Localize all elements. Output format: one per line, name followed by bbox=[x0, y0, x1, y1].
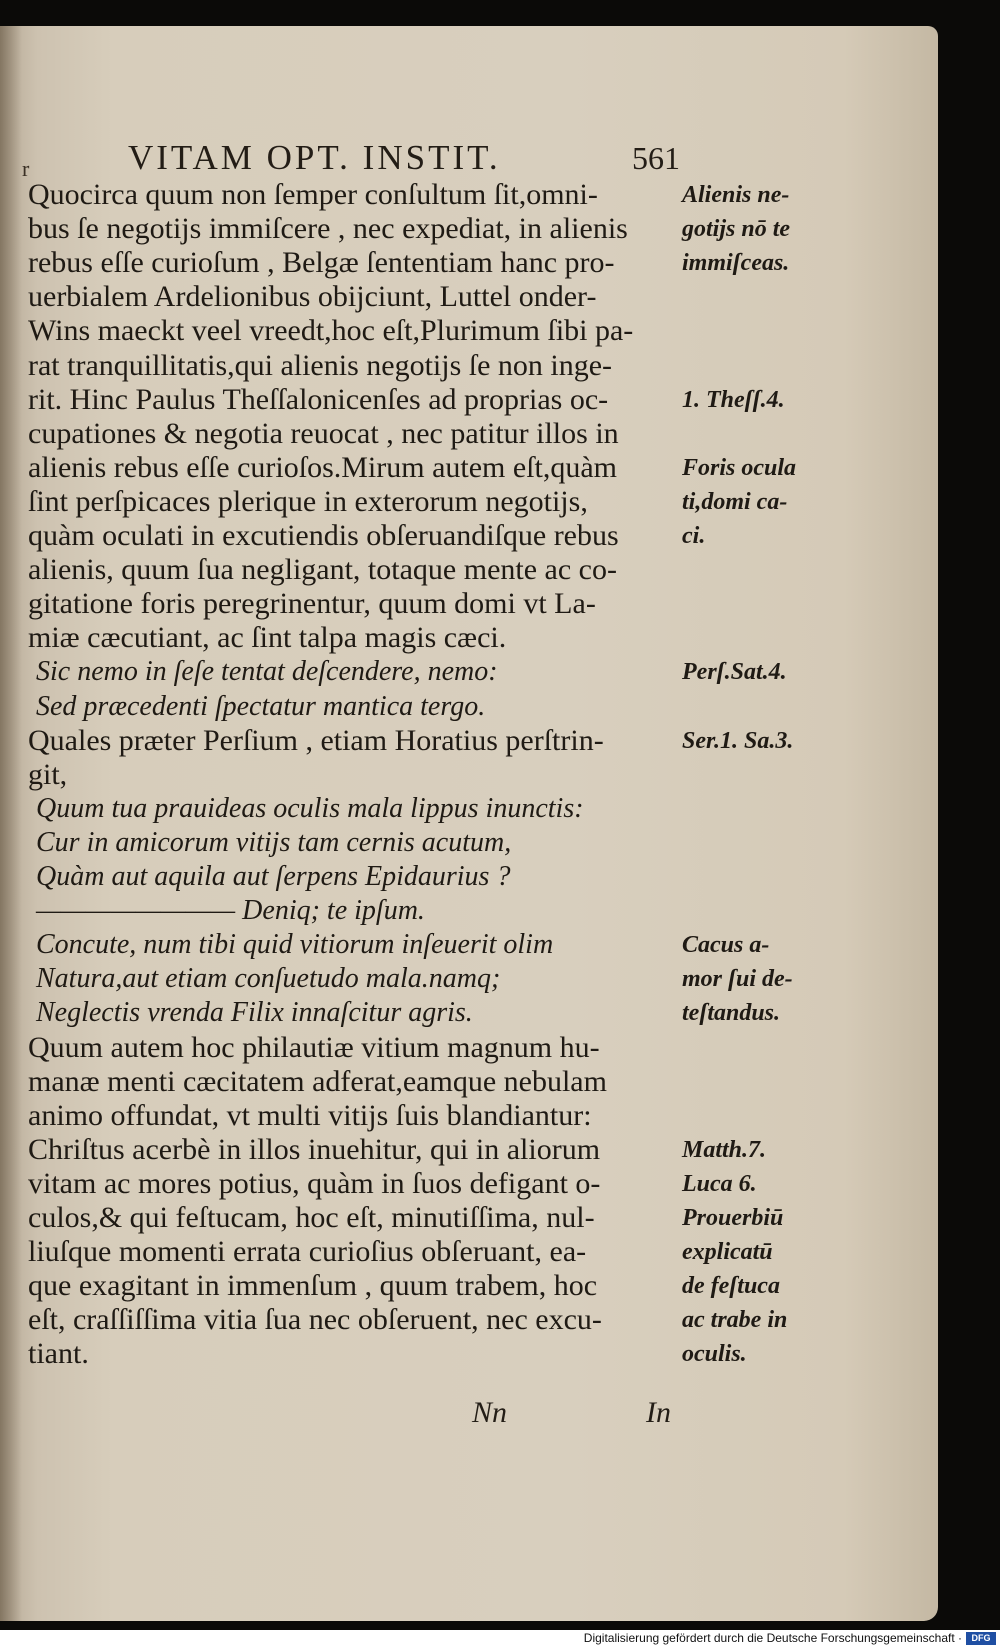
marginal-note: Prouerbiū bbox=[682, 1205, 784, 1231]
text-line bbox=[0, 860, 938, 894]
marginal-note: teſtandus. bbox=[682, 1000, 781, 1027]
verse-text: Neglectis vrenda Filix innaſcitur agris. bbox=[36, 997, 473, 1029]
page-number: 561 bbox=[632, 140, 680, 176]
marginal-note: Matth.7. bbox=[682, 1136, 767, 1163]
dfg-logo: DFG bbox=[966, 1632, 996, 1645]
body-text: Quocirca quum non ſemper conſultum ſit,omni- bbox=[28, 178, 598, 211]
marginal-note: Perſ.Sat.4. bbox=[682, 659, 787, 686]
marginal-note: Ser.1. Sa.3. bbox=[682, 727, 794, 754]
marginal-note: Luca 6. bbox=[682, 1170, 757, 1197]
verse-text: Cur in amicorum vitijs tam cernis acutum, bbox=[36, 826, 512, 858]
verse-text: Natura,aut etiam conſuetudo mala.namq; bbox=[36, 963, 501, 995]
marginal-note: ci. bbox=[682, 523, 706, 549]
verse-text: ———————— Deniq; te ipſum. bbox=[36, 895, 425, 927]
body-text: gitatione foris peregrinentur, quum domi vt La- bbox=[28, 587, 596, 621]
text-line bbox=[0, 383, 938, 417]
marginal-note: Foris ocula bbox=[682, 454, 797, 481]
text-line bbox=[0, 246, 938, 280]
marginal-note: gotijs nō te bbox=[682, 216, 791, 243]
text-line bbox=[0, 792, 938, 826]
text-line bbox=[0, 826, 938, 860]
text-line bbox=[0, 1031, 938, 1065]
body-text: rat tranquillitatis,qui alienis negotijs ſe non inge- bbox=[28, 348, 613, 382]
text-line bbox=[0, 519, 938, 553]
text-line bbox=[0, 655, 938, 689]
text-line bbox=[0, 587, 938, 621]
marginal-note: Alienis ne- bbox=[682, 182, 790, 208]
signature-mark: Nn bbox=[472, 1396, 508, 1429]
text-line bbox=[0, 553, 938, 587]
verse-text: Sed præcedenti ſpectatur mantica tergo. bbox=[36, 690, 486, 722]
catchword: In bbox=[646, 1396, 671, 1429]
body-text: miæ cæcutiant, ac ſint talpa magis cæci. bbox=[28, 621, 507, 655]
body-text: rebus eſſe curioſum , Belgæ ſententiam hanc pro- bbox=[28, 246, 615, 280]
text-line bbox=[0, 928, 938, 962]
text-line bbox=[0, 962, 938, 996]
marginal-note: immiſceas. bbox=[682, 250, 790, 277]
body-text: Wins maeckt veel vreedt,hoc eſt,Plurimum ſibi pa- bbox=[28, 314, 634, 348]
text-line bbox=[0, 485, 938, 519]
text-line bbox=[0, 1167, 938, 1201]
body-text: quàm oculati in excutiendis obſeruandiſque rebus bbox=[28, 519, 619, 552]
body-text: liuſque momenti errata curioſius obſeruant, ea- bbox=[28, 1235, 587, 1269]
body-text: Quales præter Perſium , etiam Horatius perſtrin- bbox=[28, 723, 604, 757]
text-line bbox=[0, 996, 938, 1030]
body-text: eſt, craſſiſſima vitia ſua nec obſeruent, nec excu- bbox=[28, 1303, 602, 1337]
marginal-note: ac trabe in bbox=[682, 1307, 788, 1334]
text-line bbox=[0, 1235, 938, 1269]
text-line bbox=[0, 280, 938, 314]
digitization-credit bbox=[0, 1630, 1000, 1647]
marginal-note: ti,domi ca- bbox=[682, 488, 788, 515]
text-line bbox=[0, 349, 938, 383]
marginal-note: mor ſui de- bbox=[682, 966, 793, 993]
body-text: uerbialem Ardelionibus obijciunt, Luttel onder- bbox=[28, 280, 597, 314]
text-line bbox=[0, 212, 938, 246]
text-line bbox=[0, 758, 938, 792]
corner-mark: r bbox=[22, 156, 30, 181]
verse-text: Quum tua prauideas oculis mala lippus inunctis: bbox=[36, 792, 584, 824]
text-line bbox=[0, 314, 938, 348]
text-line bbox=[0, 621, 938, 655]
text-line bbox=[0, 417, 938, 451]
marginal-note: 1. Theſſ.4. bbox=[682, 386, 785, 413]
marginal-note: explicatū bbox=[682, 1239, 773, 1266]
text-line bbox=[0, 690, 938, 724]
verse-text: Sic nemo in ſeſe tentat deſcendere, nemo: bbox=[36, 656, 498, 688]
text-body bbox=[0, 26, 938, 1621]
body-text: ſint perſpicaces plerique in exterorum negotijs, bbox=[28, 484, 588, 518]
credit-text: Digitalisierung gefördert durch die Deutsche Forschungsgemeinschaft · bbox=[583, 1631, 962, 1645]
body-text: que exagitant in immenſum , quum trabem, hoc bbox=[28, 1269, 598, 1303]
marginal-note: de feſtuca bbox=[682, 1273, 780, 1300]
text-line bbox=[0, 451, 938, 485]
verse-text: Concute, num tibi quid vitiorum inſeuerit olim bbox=[36, 929, 554, 961]
body-text: alienis rebus eſſe curioſos.Mirum autem eſt,quàm bbox=[28, 450, 618, 484]
body-text: Chriſtus acerbè in illos inuehitur, qui in aliorum bbox=[28, 1132, 601, 1166]
text-line bbox=[0, 1201, 938, 1235]
text-line bbox=[0, 178, 938, 212]
marginal-note: Cacus a- bbox=[682, 932, 770, 959]
text-line bbox=[0, 1133, 938, 1167]
body-text: Quum autem hoc philautiæ vitium magnum hu- bbox=[28, 1030, 600, 1064]
text-line bbox=[0, 1337, 938, 1371]
body-text: rit. Hinc Paulus Theſſalonicenſes ad proprias oc- bbox=[28, 382, 609, 416]
text-line bbox=[0, 1099, 938, 1133]
text-line bbox=[0, 894, 938, 928]
marginal-note: oculis. bbox=[682, 1341, 747, 1368]
text-line bbox=[0, 1303, 938, 1337]
body-text: vitam ac mores potius, quàm in ſuos defigant o- bbox=[28, 1166, 601, 1200]
text-line bbox=[0, 1269, 938, 1303]
text-line bbox=[0, 1065, 938, 1099]
text-line bbox=[0, 724, 938, 758]
verse-text: Quàm aut aquila aut ſerpens Epidaurius ? bbox=[36, 861, 511, 892]
body-text: manæ menti cæcitatem adferat,eamque nebulam bbox=[28, 1064, 607, 1098]
page-footer bbox=[0, 1386, 938, 1436]
body-text: cupationes & negotia reuocat , nec patitur illos in bbox=[28, 416, 619, 450]
body-text: culos,& qui feſtucam, hoc eſt, minutiſſima, nul- bbox=[28, 1201, 595, 1234]
running-head: VITAM OPT. INSTIT. bbox=[128, 138, 501, 177]
body-text: git, bbox=[28, 757, 68, 791]
body-text: alienis, quum ſua negligant, totaque mente ac co- bbox=[28, 553, 617, 587]
book-page bbox=[0, 26, 938, 1621]
body-text: bus ſe negotijs immiſcere , nec expediat, in alienis bbox=[28, 212, 628, 246]
body-text: tiant. bbox=[28, 1337, 89, 1371]
body-text: animo offundat, vt multi vitijs ſuis blandiantur: bbox=[28, 1098, 592, 1132]
